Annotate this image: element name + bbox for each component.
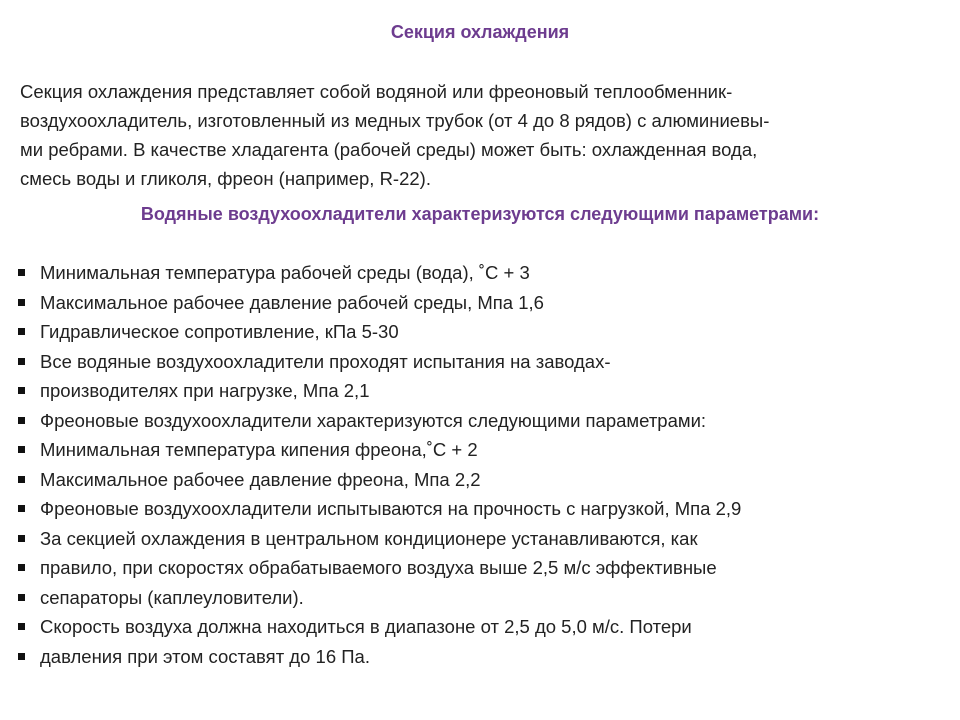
square-bullet-icon xyxy=(18,594,25,601)
list-item xyxy=(0,612,960,642)
square-bullet-icon xyxy=(18,269,25,276)
list-item-text: производителях при нагрузке, Мпа 2,1 xyxy=(40,380,370,401)
list-item-text: Фреоновые воздухоохладители характеризуются следующими параметрами: xyxy=(40,409,707,431)
square-bullet-icon xyxy=(18,505,25,512)
list-item-text: Гидравлическое сопротивление, кПа 5-30 xyxy=(40,321,399,342)
list-item-text: Скорость воздуха должна находиться в диапазоне от 2,5 до 5,0 м/с. Потери xyxy=(40,616,692,637)
list-item xyxy=(0,435,960,465)
list-item-text: Минимальная температура рабочей среды (вода), ˚С + 3 xyxy=(40,262,530,283)
slide-title: Секция охлаждения xyxy=(390,22,570,42)
square-bullet-icon xyxy=(18,358,25,365)
square-bullet-icon xyxy=(18,476,25,483)
square-bullet-icon xyxy=(18,328,25,335)
list-item-text: Максимальное рабочее давление рабочей среды, Мпа 1,6 xyxy=(40,291,544,313)
list-item xyxy=(0,347,960,377)
list-item-text: давления при этом составят до 16 Па. xyxy=(40,645,370,667)
square-bullet-icon xyxy=(18,446,25,453)
list-item xyxy=(0,317,960,347)
square-bullet-icon xyxy=(18,299,25,306)
parameters-list xyxy=(0,258,960,671)
square-bullet-icon xyxy=(18,535,25,542)
list-item-text: правило, при скоростях обрабатываемого воздуха выше 2,5 м/с эффективные xyxy=(40,557,717,578)
list-item xyxy=(0,465,960,495)
list-item xyxy=(0,494,960,524)
list-item-text: сепараторы (каплеуловители). xyxy=(40,586,304,608)
list-item xyxy=(0,524,960,554)
square-bullet-icon xyxy=(18,623,25,630)
list-item xyxy=(0,642,960,672)
list-item xyxy=(0,258,960,288)
list-item-text: Максимальное рабочее давление фреона, Мпа 2,2 xyxy=(40,468,481,490)
list-item xyxy=(0,288,960,318)
list-item-text: Все водяные воздухоохладители проходят испытания на заводах- xyxy=(40,350,611,372)
list-item xyxy=(0,553,960,583)
list-item-text: За секцией охлаждения в центральном кондиционере устанавливаются, как xyxy=(40,527,698,549)
intro-paragraph xyxy=(20,77,940,193)
square-bullet-icon xyxy=(18,653,25,660)
intro-line: Секция охлаждения представляет собой водяной или фреоновый теплообменник- xyxy=(20,81,733,102)
intro-line: воздухоохладитель, изготовленный из медных трубок (от 4 до 8 рядов) с алюминиевы- xyxy=(20,110,770,131)
list-item xyxy=(0,583,960,613)
square-bullet-icon xyxy=(18,417,25,424)
intro-line: смесь воды и гликоля, фреон (например, R-22). xyxy=(20,168,431,189)
square-bullet-icon xyxy=(18,387,25,394)
list-item xyxy=(0,376,960,406)
list-item-text: Минимальная температура кипения фреона,˚С + 2 xyxy=(40,439,478,460)
square-bullet-icon xyxy=(18,564,25,571)
parameters-subtitle: Водяные воздухоохладители характеризуются следующими параметрами: xyxy=(140,204,820,224)
list-item xyxy=(0,406,960,436)
intro-line: ми ребрами. В качестве хладагента (рабочей среды) может быть: охлажденная вода, xyxy=(20,139,758,160)
list-item-text: Фреоновые воздухоохладители испытываются на прочность с нагрузкой, Мпа 2,9 xyxy=(40,498,742,519)
